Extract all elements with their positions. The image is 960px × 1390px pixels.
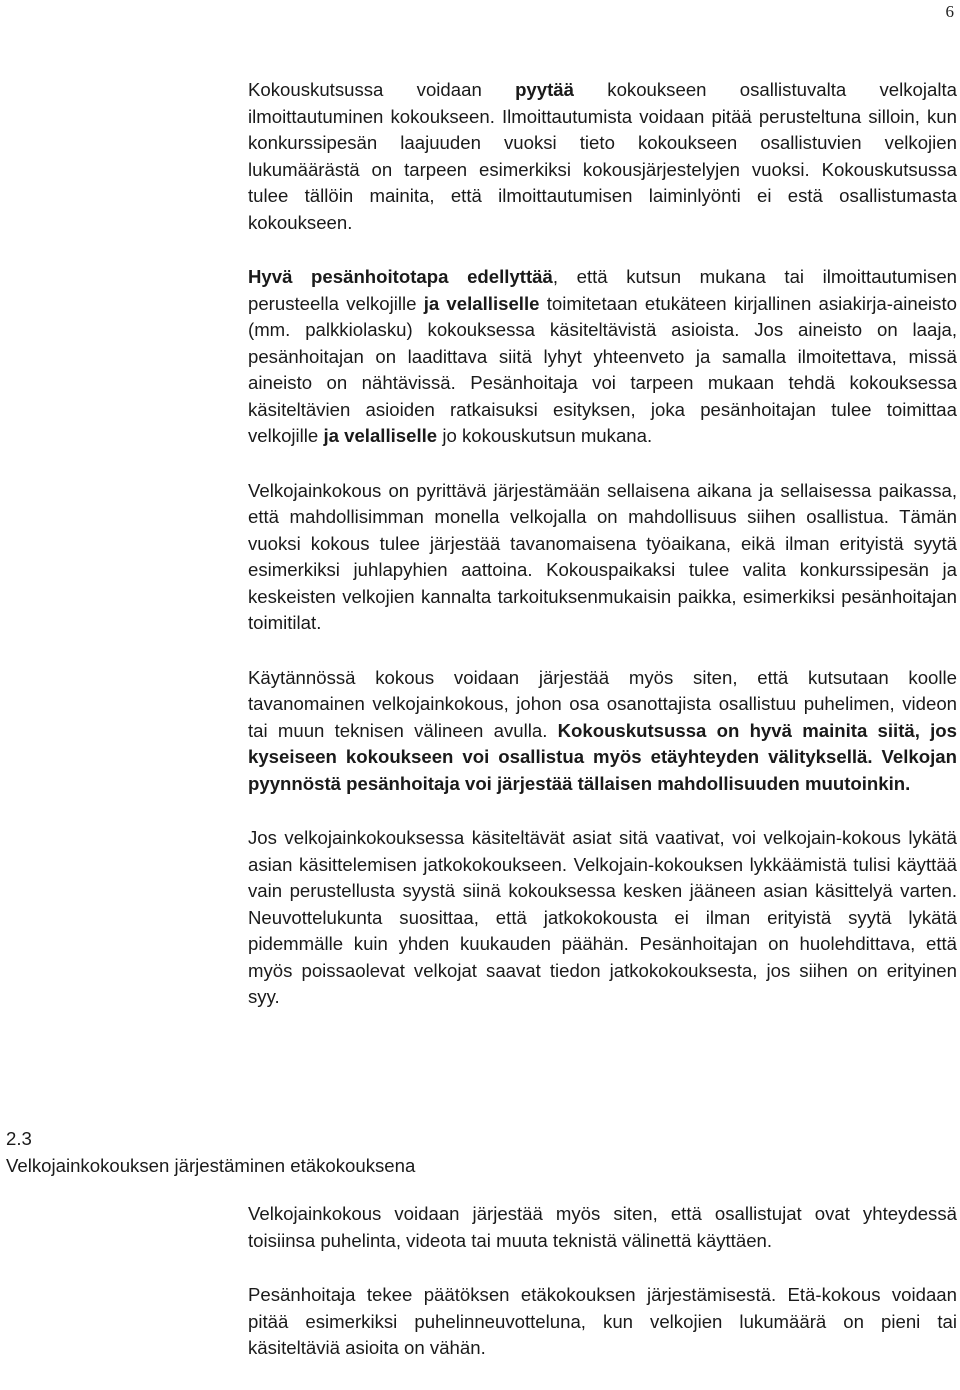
main-content [248, 77, 957, 1039]
paragraph-adjournment: Jos velkojainkokouksessa käsiteltävät asiat sitä vaativat, voi velkojain-kokous lykätä asian käsittelemisen jatkokokoukseen. Velkojain-kokouksen lykkäämistä tulisi käyttää vain perustellusta syystä siinä kokouksessa kesken jääneen asian käsittelyä varten. Neuvottelukunta suosittaa, että jatkokokousta ei ilman erityistä syytä lykätä pidemmälle kuin yhden kuukauden päähän. Pesänhoitajan on huolehdittava, että myös poissaolevat velkojat saavat tiedon jatkokokouksesta, jos siihen on erityinen syy. [248, 827, 957, 1007]
text-run: Käytännössä kokous voidaan järjestää myös siten, että kutsutaan koolle tavanomainen velkojainkokous, johon osa osanottajista osallistuu puhelimen, videon tai muun teknisen välineen avulla. [248, 666, 957, 741]
paragraph-remote-participation [248, 665, 957, 798]
paragraph-registration [248, 77, 957, 236]
paragraph-meeting-time-place: Velkojainkokous on pyrittävä järjestämään sellaisena aikana ja sellaisessa paikassa, että mahdollisimman monella velkojalla on mahdollisuus siihen osallistua. Tämän vuoksi kokous tulee järjestää tavanomaisena työaikana, eikä ilman erityistä syytä esimerkiksi juhlapyhien aattoina. Kokouspaikaksi tulee valita konkurssipesän ja keskeisten velkojien kannalta tarkoituksenmukaisin paikka, esimerkiksi pesänhoitajan toimitilat. [248, 479, 957, 633]
page-number: 6 [945, 2, 954, 21]
text-run: jo kokouskutsun mukana. [437, 425, 653, 446]
bold-run: Kokouskutsussa on hyvä mainita siitä, jos kyseiseen kokoukseen voi osallistua myös etäyhteyden välityksellä. Velkojan pyynnöstä pesänhoitaja voi järjestää tällaisen mahdollisuuden muutoinkin. [248, 719, 957, 794]
section-heading [6, 1125, 415, 1179]
section-title: Velkojainkokouksen järjestäminen etäkokouksena [6, 1155, 416, 1176]
section-content [248, 1201, 957, 1390]
bold-run: ja velalliselle [323, 425, 438, 446]
paragraph-remote-decision: Pesänhoitaja tekee päätöksen etäkokouksen järjestämisestä. Etä-kokous voidaan pitää esimerkiksi puhelinneuvotteluna, kun velkojien lukumäärä on pieni tai käsiteltäviä asioita on vähän. [248, 1284, 957, 1358]
text-run: kokoukseen osallistuvalta velkojalta ilmoittautuminen kokoukseen. Ilmoittautumista voidaan pitää perusteltuna silloin, kun konkurssipesän laajuuden vuoksi tieto kokoukseen osallistuvien velkojien lukumäärästä on tarpeen esimerkiksi kokousjärjestelyjen vuoksi. Kokouskutsussa tulee tällöin mainita, että ilmoittautumisen laiminlyönti ei estä osallistumasta kokoukseen. [248, 79, 958, 233]
section-number: 2.3 [6, 1128, 32, 1149]
bold-run: pyytää [515, 79, 574, 100]
paragraph-good-practice [248, 264, 957, 450]
text-run: Kokouskutsussa voidaan [248, 79, 516, 100]
bold-run: Hyvä pesänhoitotapa edellyttää [248, 266, 553, 287]
text-run: toimitetaan etukäteen kirjallinen asiakirja-aineisto (mm. palkkiolasku) kokouksessa käsiteltävistä asioista. Jos aineisto on laaja, pesänhoitajan on laadittava siitä lyhyt yhteenveto ja samalla ilmoitettava, missä aineisto on nähtävissä. Pesänhoitaja voi tarpeen mukaan tehdä kokouksessa käsiteltävien asioiden ratkaisuksi esityksen, joka pesänhoitajan tulee toimittaa velkojille [248, 292, 957, 446]
bold-run: ja velalliselle [423, 292, 540, 314]
paragraph-remote-meeting: Velkojainkokous voidaan järjestää myös siten, että osallistujat ovat yhteydessä toisiinsa puhelinta, videota tai muuta teknistä välinettä käyttäen. [248, 1203, 957, 1251]
text-run: , että kutsun mukana tai ilmoittautumisen perusteella velkojille [248, 266, 958, 314]
